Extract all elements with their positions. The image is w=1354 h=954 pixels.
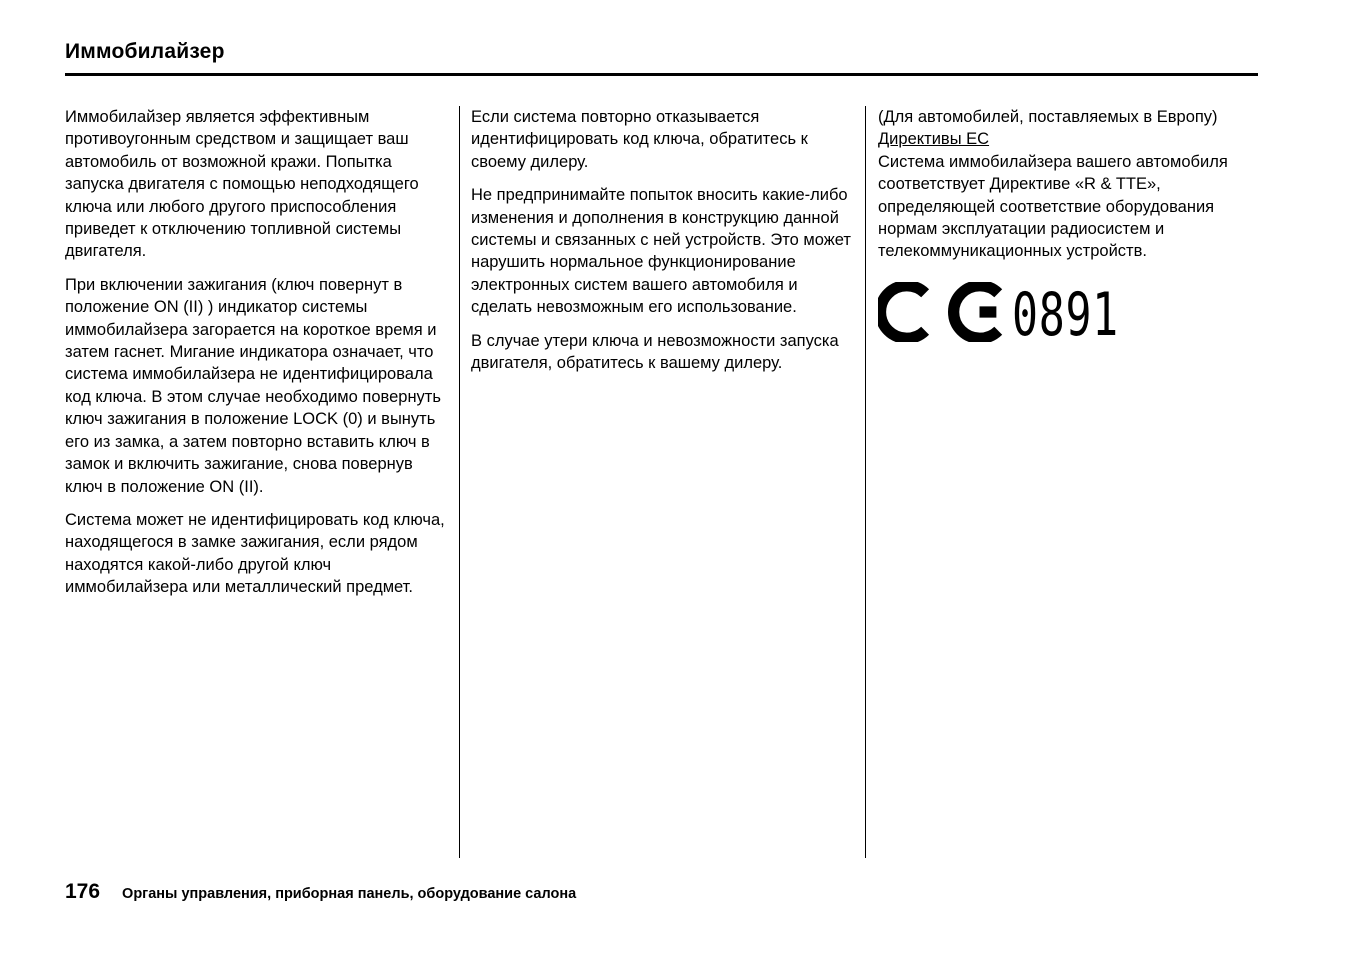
page-footer [65,880,576,904]
column-2 [471,106,852,858]
paragraph: Система может не идентифицировать код ключа, находящегося в замке зажигания, если рядом находятся какой-либо другой ключ иммобилайзера или металлический предмет. [65,510,445,597]
content-columns [65,106,1258,858]
paragraph: Иммобилайзер является эффективным противоугонным средством и защищает ваш автомобиль от возможной кражи. Попытка запуска двигателя с помощью неподходящего ключа или любого другого приспособления приведет к отключению топливной системы двигателя. [65,108,419,261]
ce-notified-body-number: 0891 [1012,279,1119,350]
paragraph: Если система повторно отказывается идентифицировать код ключа, обратитесь к своему дилеру. [471,108,808,171]
column-divider [459,106,460,858]
ce-certification [878,279,1258,350]
page-number: 176 [65,880,101,903]
paragraph: При включении зажигания (ключ повернут в положение ON (II) ) индикатор системы иммобилайзера загорается на короткое время и затем гаснет. Мигание индикатора означает, что система иммобилайзера не идентифицировала код ключа. В этом случае необходимо повернуть ключ зажигания в положение LOCK (0) и вынуть его из замка, а затем повторно вставить ключ в замок и включить зажигание, снова повернув ключ в положение ON (II). [65,275,441,496]
title-rule [65,73,1258,76]
footer-section-title: Органы управления, приборная панель, оборудование салона [122,886,577,902]
column-divider [865,106,866,858]
column-3 [878,106,1258,858]
paragraph: Система иммобилайзера вашего автомобиля соответствует Директиве «R & TTE», определяющей соответствие оборудования нормам эксплуатации радиосистем и телекоммуникационных устройств. [878,152,1228,261]
ce-mark-icon [878,282,1006,342]
page-title: Иммобилайзер [65,40,225,63]
europe-note: (Для автомобилей, поставляемых в Европу) [878,108,1218,126]
paragraph: Не предпринимайте попыток вносить какие-либо изменения и дополнения в конструкцию данной системы и связанных с ней устройств. Это может нарушить нормальное функционирование электронных систем вашего автомобиля и сделать невозможным его использование. [471,186,851,317]
paragraph: В случае утери ключа и невозможности запуска двигателя, обратитесь к вашему дилеру. [471,331,839,373]
eu-directives-heading: Директивы ЕС [878,130,990,149]
column-1 [65,106,447,858]
